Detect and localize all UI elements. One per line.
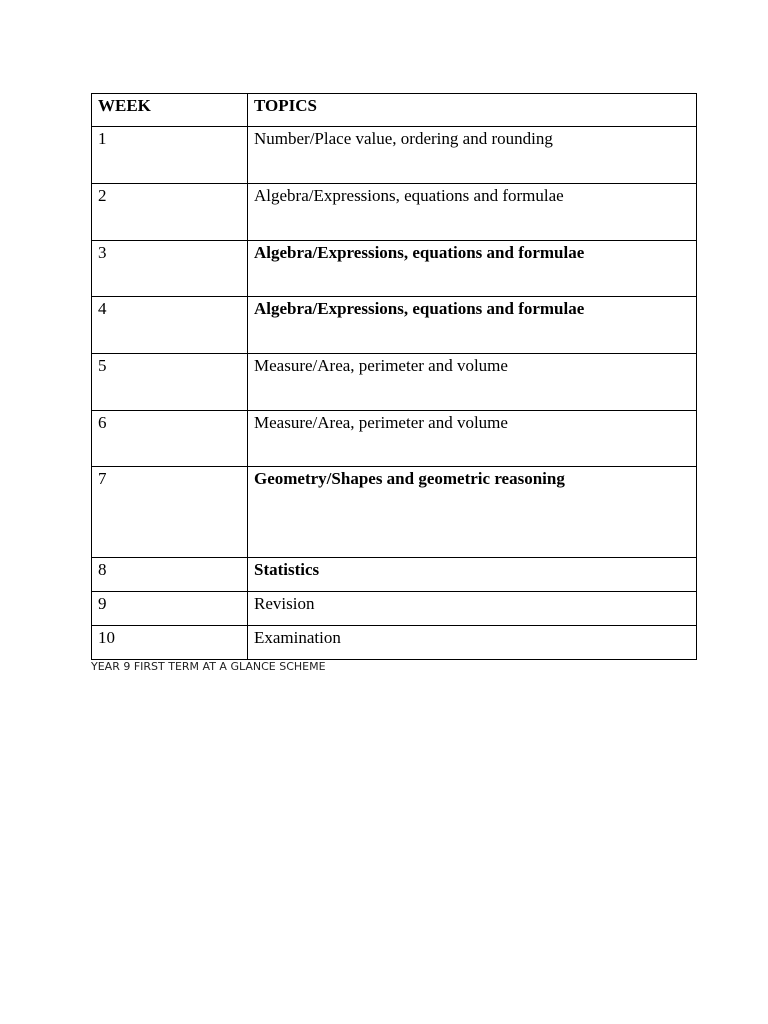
table-header-row [92,94,697,127]
scheme-table [91,93,697,660]
table-row [92,467,697,558]
topic-cell: Number/Place value, ordering and rounding [248,127,697,184]
table-row [92,241,697,297]
table-row [92,184,697,241]
topic-cell: Algebra/Expressions, equations and formulae [248,241,697,297]
header-week: WEEK [92,94,248,127]
table-row [92,297,697,354]
topic-cell: Algebra/Expressions, equations and formulae [248,184,697,241]
week-cell: 8 [92,558,248,592]
topic-cell: Measure/Area, perimeter and volume [248,411,697,467]
header-topics: TOPICS [248,94,697,127]
week-cell: 6 [92,411,248,467]
table-row [92,592,697,626]
topic-cell: Statistics [248,558,697,592]
week-cell: 4 [92,297,248,354]
week-cell: 7 [92,467,248,558]
table-row [92,127,697,184]
table-row [92,411,697,467]
topic-cell: Measure/Area, perimeter and volume [248,354,697,411]
topic-cell: Examination [248,626,697,660]
table-row [92,354,697,411]
topic-cell: Algebra/Expressions, equations and formulae [248,297,697,354]
week-cell: 3 [92,241,248,297]
week-cell: 2 [92,184,248,241]
table-row [92,558,697,592]
topic-cell: Revision [248,592,697,626]
topic-cell: Geometry/Shapes and geometric reasoning [248,467,697,558]
week-cell: 1 [92,127,248,184]
table-row [92,626,697,660]
week-cell: 9 [92,592,248,626]
week-cell: 10 [92,626,248,660]
week-cell: 5 [92,354,248,411]
table-caption: YEAR 9 FIRST TERM AT A GLANCE SCHEME [91,660,326,673]
